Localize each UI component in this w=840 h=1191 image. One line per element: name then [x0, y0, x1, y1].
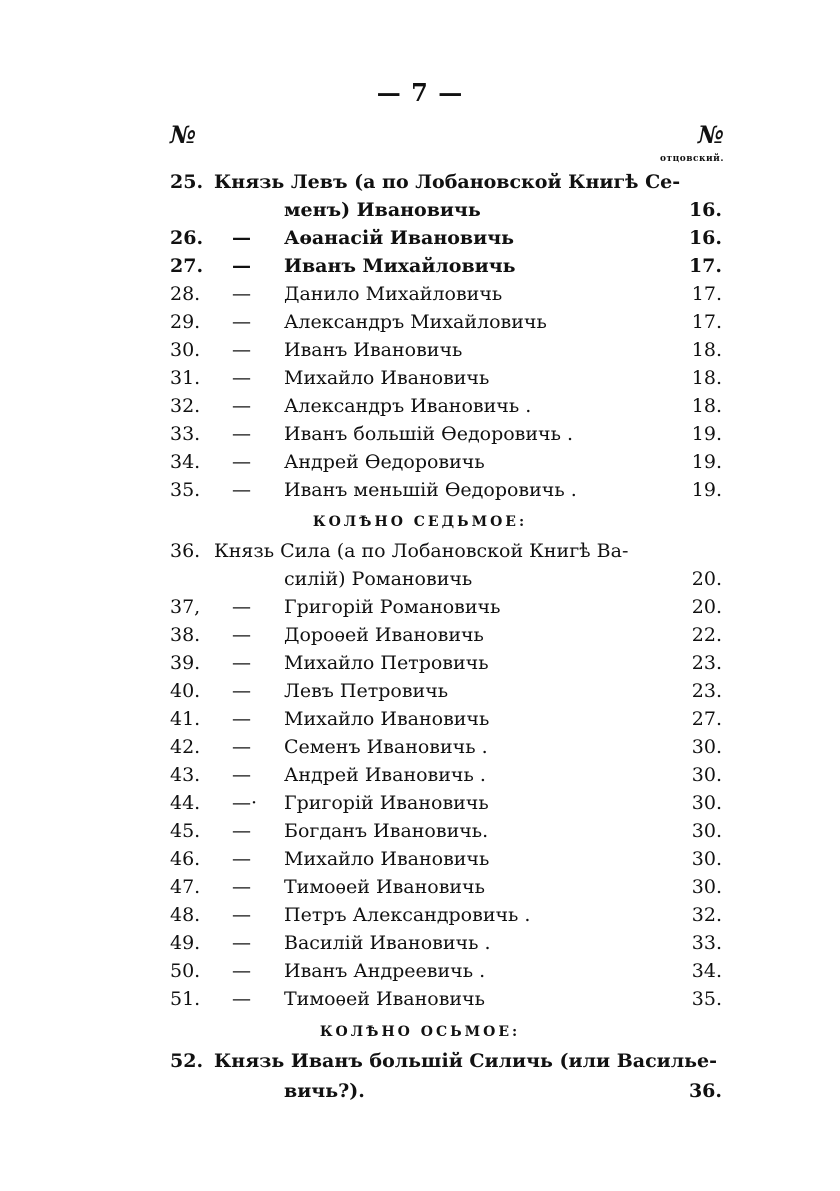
- entry-name: Аѳанасій Ивановичь: [284, 227, 515, 249]
- entry-45: [0, 817, 840, 845]
- entry-name-continued: вичь?).: [284, 1080, 365, 1102]
- entry-44: [0, 789, 840, 817]
- entry-number: 43.: [170, 764, 201, 786]
- entry-dash: —: [232, 680, 251, 702]
- entry-reference: 34.: [691, 960, 722, 982]
- entry-52-line-2: [0, 1077, 840, 1105]
- entry-dash: —: [232, 988, 251, 1010]
- entry-name: Князь Иванъ большій Силичь (или Василье-: [214, 1050, 718, 1072]
- entry-33: [0, 420, 840, 448]
- entry-dash: —: [232, 596, 251, 618]
- entry-28: [0, 280, 840, 308]
- entry-reference: 27.: [691, 708, 722, 730]
- entry-dash: —: [232, 311, 251, 333]
- entry-reference: 20.: [691, 596, 722, 618]
- entry-reference: 20.: [691, 568, 722, 590]
- entry-dash: —: [232, 423, 251, 445]
- entry-31: [0, 364, 840, 392]
- entry-41: [0, 705, 840, 733]
- entry-reference: 30.: [691, 876, 722, 898]
- entry-name: Андрей Ивановичь .: [284, 764, 486, 786]
- entry-number: 51.: [170, 988, 201, 1010]
- entry-number: 37,: [170, 596, 201, 618]
- entry-dash: —: [232, 848, 251, 870]
- entry-number: 34.: [170, 451, 201, 473]
- entry-51: [0, 985, 840, 1013]
- entry-number: 45.: [170, 820, 201, 842]
- entry-47: [0, 873, 840, 901]
- entry-52-line-1: [0, 1047, 840, 1075]
- section-heading-seventh: КОЛѢНО СЕДЬМОЕ:: [312, 514, 528, 530]
- entry-reference: 19.: [691, 451, 722, 473]
- entry-name: Григорій Романовичь: [284, 596, 501, 618]
- entry-name: Петръ Александровичь .: [284, 904, 531, 926]
- entry-reference: 30.: [691, 736, 722, 758]
- entry-29: [0, 308, 840, 336]
- entry-reference: 23.: [691, 652, 722, 674]
- entry-dash: —: [232, 227, 251, 249]
- entry-number: 40.: [170, 680, 201, 702]
- entry-27: [0, 252, 840, 280]
- entry-number: 33.: [170, 423, 201, 445]
- entry-name-continued: менъ) Ивановичь: [284, 199, 481, 221]
- entry-dash: —: [232, 960, 251, 982]
- entry-30: [0, 336, 840, 364]
- entry-name: Михайло Ивановичь: [284, 708, 490, 730]
- entry-reference: 18.: [691, 339, 722, 361]
- entry-number: 46.: [170, 848, 201, 870]
- reference-column-subheader: отцовский.: [660, 154, 724, 164]
- entry-name: Григорій Ивановичь: [284, 792, 489, 814]
- entry-reference: 30.: [691, 792, 722, 814]
- entry-35: [0, 476, 840, 504]
- entry-name: Иванъ Ивановичь: [284, 339, 463, 361]
- entry-name: Левъ Петровичь: [284, 680, 449, 702]
- entry-number: 42.: [170, 736, 201, 758]
- entry-number: 36.: [170, 540, 201, 562]
- entry-name: Семенъ Ивановичь .: [284, 736, 488, 758]
- entry-dash: —: [232, 708, 251, 730]
- entry-43: [0, 761, 840, 789]
- entry-dash: —: [232, 479, 251, 501]
- entry-number: 41.: [170, 708, 201, 730]
- entry-number: 39.: [170, 652, 201, 674]
- entry-dash: —: [232, 932, 251, 954]
- entry-reference: 35.: [691, 988, 722, 1010]
- entry-number: 50.: [170, 960, 201, 982]
- entry-name: Тимоѳей Ивановичь: [284, 988, 485, 1010]
- entry-number: 29.: [170, 311, 201, 333]
- entry-reference: 19.: [691, 423, 722, 445]
- entry-number: 38.: [170, 624, 201, 646]
- entry-reference: 32.: [691, 904, 722, 926]
- entry-number: 30.: [170, 339, 201, 361]
- entry-reference: 23.: [691, 680, 722, 702]
- entry-36-line-2: [0, 565, 840, 593]
- entry-25-line-2: [0, 196, 840, 224]
- entry-reference: 30.: [691, 848, 722, 870]
- entry-39: [0, 649, 840, 677]
- entry-number: 52.: [170, 1050, 204, 1072]
- entry-dash: —: [232, 876, 251, 898]
- entry-name: Иванъ меньшій Ѳедоровичь .: [284, 479, 577, 501]
- entry-number: 25.: [170, 171, 204, 193]
- entry-dash: —: [232, 395, 251, 417]
- entry-dash: —: [232, 736, 251, 758]
- entry-reference: 30.: [691, 820, 722, 842]
- entry-reference: 30.: [691, 764, 722, 786]
- page-number: — 7 —: [376, 78, 464, 107]
- entry-36-line-1: [0, 537, 840, 565]
- entry-name: Михайло Ивановичь: [284, 367, 490, 389]
- entry-name: Иванъ Андреевичь .: [284, 960, 486, 982]
- entry-dash: —: [232, 283, 251, 305]
- entry-name: Иванъ Михайловичь: [284, 255, 516, 277]
- entry-number: 31.: [170, 367, 201, 389]
- entry-34: [0, 448, 840, 476]
- entry-38: [0, 621, 840, 649]
- entry-25-line-1: [0, 168, 840, 196]
- entry-number: 49.: [170, 932, 201, 954]
- entry-number: 44.: [170, 792, 201, 814]
- entry-name: Александръ Ивановичь .: [284, 395, 532, 417]
- entry-number: 47.: [170, 876, 201, 898]
- entry-name: Тимоѳей Ивановичь: [284, 876, 485, 898]
- entry-dash: —: [232, 624, 251, 646]
- entry-40: [0, 677, 840, 705]
- entry-number: 28.: [170, 283, 201, 305]
- entry-dash: —: [232, 451, 251, 473]
- entry-reference: 33.: [691, 932, 722, 954]
- entry-number: 27.: [170, 255, 204, 277]
- entry-number: 26.: [170, 227, 204, 249]
- entry-dash: —: [232, 255, 251, 277]
- entry-reference: 18.: [691, 395, 722, 417]
- entry-dash: —: [232, 339, 251, 361]
- entry-dash: —·: [232, 792, 258, 814]
- entry-name: Данило Михайловичь: [284, 283, 503, 305]
- entry-46: [0, 845, 840, 873]
- entry-48: [0, 901, 840, 929]
- entry-name: Василій Ивановичь .: [284, 932, 491, 954]
- entry-reference: 17.: [691, 283, 722, 305]
- entry-name: Михайло Петровичь: [284, 652, 489, 674]
- entry-name: Михайло Ивановичь: [284, 848, 490, 870]
- entry-dash: —: [232, 904, 251, 926]
- entry-dash: —: [232, 764, 251, 786]
- entry-dash: —: [232, 652, 251, 674]
- section-heading-eighth: КОЛѢНО ОСЬМОЕ:: [319, 1024, 521, 1040]
- entry-32: [0, 392, 840, 420]
- entry-name: Александръ Михайловичь: [284, 311, 547, 333]
- entry-name: Дороѳей Ивановичь: [284, 624, 484, 646]
- entry-26: [0, 224, 840, 252]
- entry-reference: 36.: [688, 1080, 722, 1102]
- entry-name: Иванъ большій Ѳедоровичь .: [284, 423, 574, 445]
- entry-name: Андрей Ѳедоровичь: [284, 451, 485, 473]
- entry-name-continued: силій) Романовичь: [284, 568, 473, 590]
- entry-name: Князь Сила (а по Лобановской Книгѣ Ва-: [214, 540, 629, 562]
- entry-reference: 19.: [691, 479, 722, 501]
- entry-37: [0, 593, 840, 621]
- entry-dash: —: [232, 820, 251, 842]
- entry-reference: 16.: [688, 227, 722, 249]
- entry-reference: 22.: [691, 624, 722, 646]
- entry-reference: 17.: [688, 255, 722, 277]
- entry-dash: —: [232, 367, 251, 389]
- entry-50: [0, 957, 840, 985]
- entry-42: [0, 733, 840, 761]
- reference-column-header: №: [697, 120, 724, 149]
- entry-number: 35.: [170, 479, 201, 501]
- entry-name: Князь Левъ (а по Лобановской Книгѣ Се-: [214, 171, 681, 193]
- entry-number: 32.: [170, 395, 201, 417]
- entry-reference: 18.: [691, 367, 722, 389]
- entry-reference: 16.: [688, 199, 722, 221]
- entry-number: 48.: [170, 904, 201, 926]
- number-column-header: №: [170, 120, 197, 149]
- entry-49: [0, 929, 840, 957]
- entry-name: Богданъ Ивановичь.: [284, 820, 489, 842]
- entry-reference: 17.: [691, 311, 722, 333]
